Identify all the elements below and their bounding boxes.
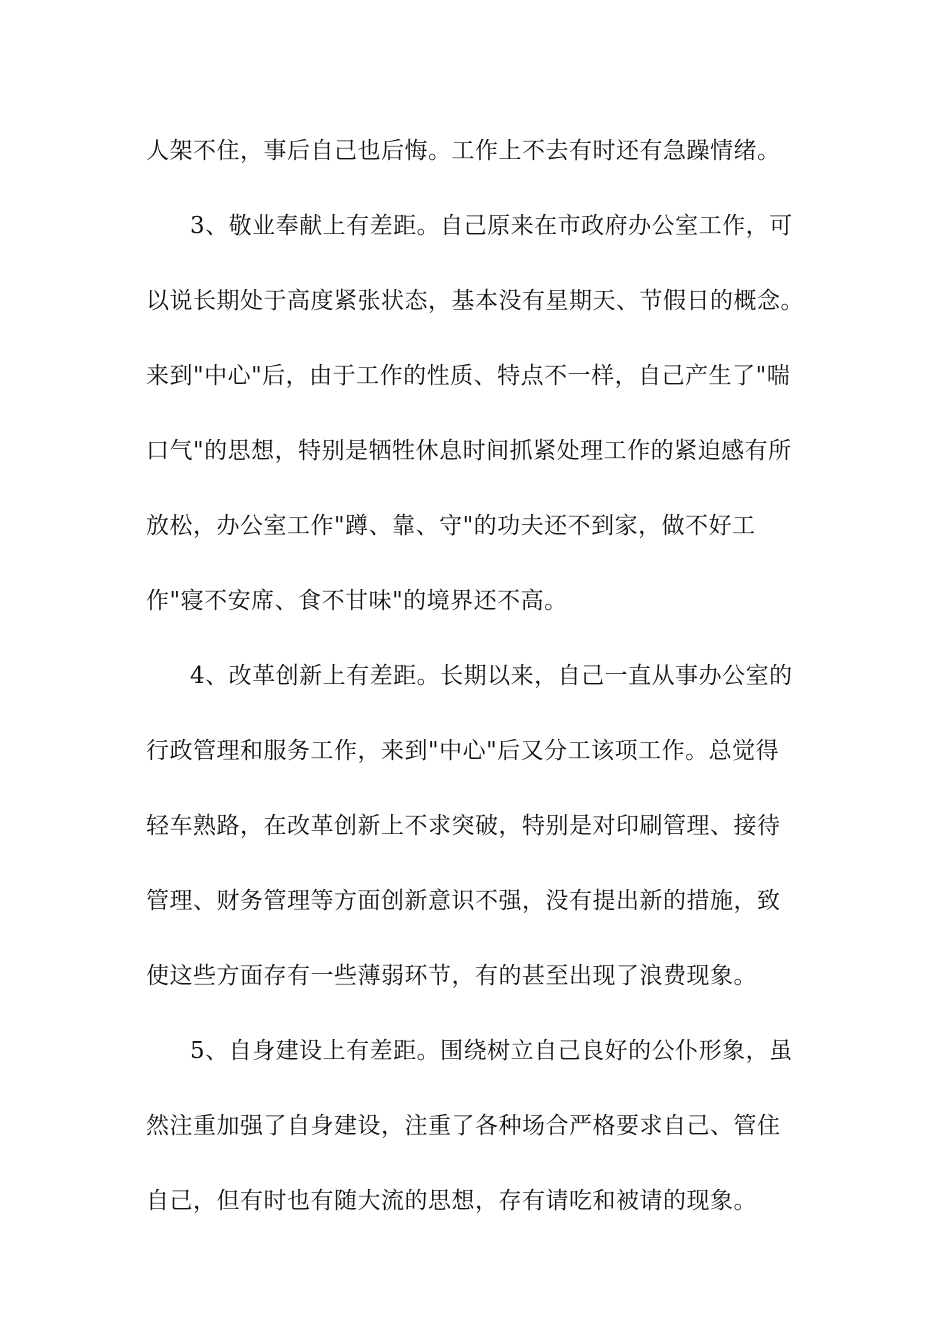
text-line: 作"寝不安席、食不甘味"的境界还不高。 xyxy=(146,588,568,614)
text-line: 来到"中心"后，由于工作的性质、特点不一样，自己产生了"喘 xyxy=(146,363,791,389)
text-line: 轻车熟路，在改革创新上不求突破，特别是对印刷管理、接待 xyxy=(146,813,781,839)
text-line: 放松，办公室工作"蹲、靠、守"的功夫还不到家，做不好工 xyxy=(146,513,756,539)
text-line: 口气"的思想，特别是牺牲休息时间抓紧处理工作的紧迫感有所 xyxy=(146,438,792,464)
section-4-heading-line: 4、改革创新上有差距。长期以来，自己一直从事办公室的 xyxy=(190,663,793,689)
section-3-heading-line: 3、敬业奉献上有差距。自己原来在市政府办公室工作，可 xyxy=(190,213,793,239)
text-line: 管理、财务管理等方面创新意识不强，没有提出新的措施，致 xyxy=(146,888,781,914)
text-line: 自己，但有时也有随大流的思想，存有请吃和被请的现象。 xyxy=(146,1188,757,1214)
text-line: 使这些方面存有一些薄弱环节，有的甚至出现了浪费现象。 xyxy=(146,963,757,989)
text-line: 行政管理和服务工作，来到"中心"后又分工该项工作。总觉得 xyxy=(146,738,780,764)
text-line: 人架不住，事后自己也后悔。工作上不去有时还有急躁情绪。 xyxy=(146,138,781,164)
text-line: 然注重加强了自身建设，注重了各种场合严格要求自己、管住 xyxy=(146,1113,781,1139)
text-line: 以说长期处于高度紧张状态，基本没有星期天、节假日的概念。 xyxy=(146,288,804,314)
section-5-heading-line: 5、自身建设上有差距。围绕树立自己良好的公仆形象，虽 xyxy=(190,1038,793,1064)
